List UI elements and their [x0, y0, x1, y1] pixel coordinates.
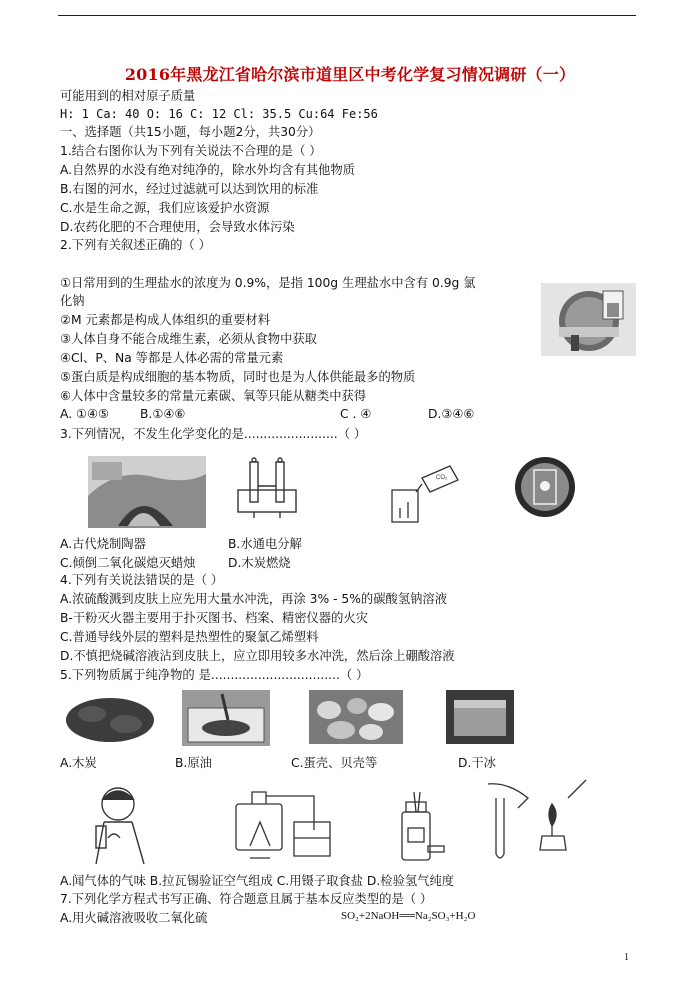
q2-statement-2: ②M 元素都是构成人体组织的重要材料 [60, 313, 270, 327]
q2-option-b: B.①④⑥ [140, 407, 186, 421]
tweezers-salt-picture [388, 792, 458, 864]
q2-statement-6: ⑥人体中含量较多的常量元素碳、氧等只能从糖类中获得 [60, 389, 367, 403]
q1-option-d: D.农药化肥的不合理使用，会导致水体污染 [60, 220, 295, 234]
kiln-picture [88, 456, 206, 528]
q1-stem: 1.结合右图你认为下列有关说法不合理的是（ ） [60, 144, 322, 158]
q2-option-a: A. ①④⑤ [60, 407, 110, 421]
q2-statement-3: ③人体自身不能合成维生素，必须从食物中获取 [60, 332, 317, 346]
charcoal-picture [62, 690, 158, 744]
q2-stem: 2.下列有关叙述正确的（ ） [60, 238, 211, 252]
q5-option-d: D.干冰 [458, 756, 496, 770]
hydrogen-purity-picture [478, 778, 594, 866]
q4-option-a: A.浓硫酸溅到皮肤上应先用大量水冲洗，再涂 3% - 5%的碳酸氢钠溶液 [60, 592, 448, 606]
q5-option-a: A.木炭 [60, 756, 97, 770]
co2-label: CO₂ [436, 475, 448, 481]
atomic-masses: H: 1 Ca: 40 O: 16 C: 12 Cl: 35.5 Cu:64 Fe:56 [60, 107, 378, 121]
section-heading: 一、选择题（共15小题，每小题2分，共30分） [60, 125, 321, 139]
electrolysis-apparatus [228, 456, 306, 520]
q2-option-d: D.③④⑥ [428, 407, 475, 421]
q1-option-c: C.水是生命之源，我们应该爱护水资源 [60, 201, 270, 215]
q2-statement-5: ⑤蛋白质是构成细胞的基本物质，同时也是为人体供能最多的物质 [60, 370, 416, 384]
q4-option-d: D.不慎把烧碱溶液沾到皮肤上，应立即用较多水冲洗，然后涂上硼酸溶液 [60, 649, 455, 663]
q3-option-a: A.古代烧制陶器 [60, 537, 146, 551]
q2-statement-1-cont: 化钠 [60, 294, 85, 308]
river-photo [541, 283, 636, 356]
q1-option-a: A.自然界的水没有绝对纯净的，除水外均含有其他物质 [60, 163, 355, 177]
crude-oil-picture [182, 690, 270, 746]
q6-options: A.闻气体的气味 B.拉瓦锡验证空气组成 C.用镊子取食盐 D.检验氢气纯度 [60, 874, 455, 888]
q3-option-c: C.倾倒二氧化碳熄灭蜡烛 [60, 556, 196, 570]
pour-co2-picture [388, 462, 460, 524]
smell-gas-picture [88, 778, 158, 868]
q3-option-b: B.水通电分解 [228, 537, 302, 551]
q4-stem: 4.下列有关说法错误的是（ ） [60, 573, 224, 587]
charcoal-burning-picture [514, 456, 576, 518]
shells-picture [309, 690, 403, 744]
q7-stem: 7.下列化学方程式书写正确、符合题意且属于基本反应类型的是（ ） [60, 892, 433, 906]
header-rule [58, 15, 636, 16]
q3-option-d: D.木炭燃烧 [228, 556, 291, 570]
q7-equation: SO₂+2NaOH══Na₂SO₃+H₂O [341, 910, 476, 922]
page-number: 1 [624, 952, 629, 963]
dry-ice-picture [446, 690, 514, 744]
q5-option-b: B.原油 [175, 756, 212, 770]
q2-statement-4: ④Cl、P、Na 等都是人体必需的常量元素 [60, 351, 284, 365]
q3-stem: 3.下列情况，不发生化学变化的是........................（ ） [60, 427, 367, 441]
q4-option-c: C.普通导线外层的塑料是热塑性的聚氯乙烯塑料 [60, 630, 319, 644]
page-title: 2016年黑龙江省哈尔滨市道里区中考化学复习情况调研（一） [124, 65, 576, 84]
q7-option-a: A.用火碱溶液吸收二氧化硫 [60, 911, 208, 925]
masses-label: 可能用到的相对原子质量 [60, 89, 196, 103]
q4-option-b: B-干粉灭火器主要用于扑灭图书、档案、精密仪器的火灾 [60, 611, 368, 625]
q5-option-c: C.蛋壳、贝壳等 [291, 756, 378, 770]
q2-statement-1: ①日常用到的生理盐水的浓度为 0.9%，是指 100g 生理盐水中含有 0.9g 氯 [60, 276, 476, 290]
q5-stem: 5.下列物质属于纯净物的 是.................................（ ） [60, 668, 369, 682]
q1-option-b: B.右图的河水，经过过滤就可以达到饮用的标准 [60, 182, 319, 196]
q2-option-c: C . ④ [340, 407, 372, 421]
lavoisier-apparatus [230, 782, 340, 862]
